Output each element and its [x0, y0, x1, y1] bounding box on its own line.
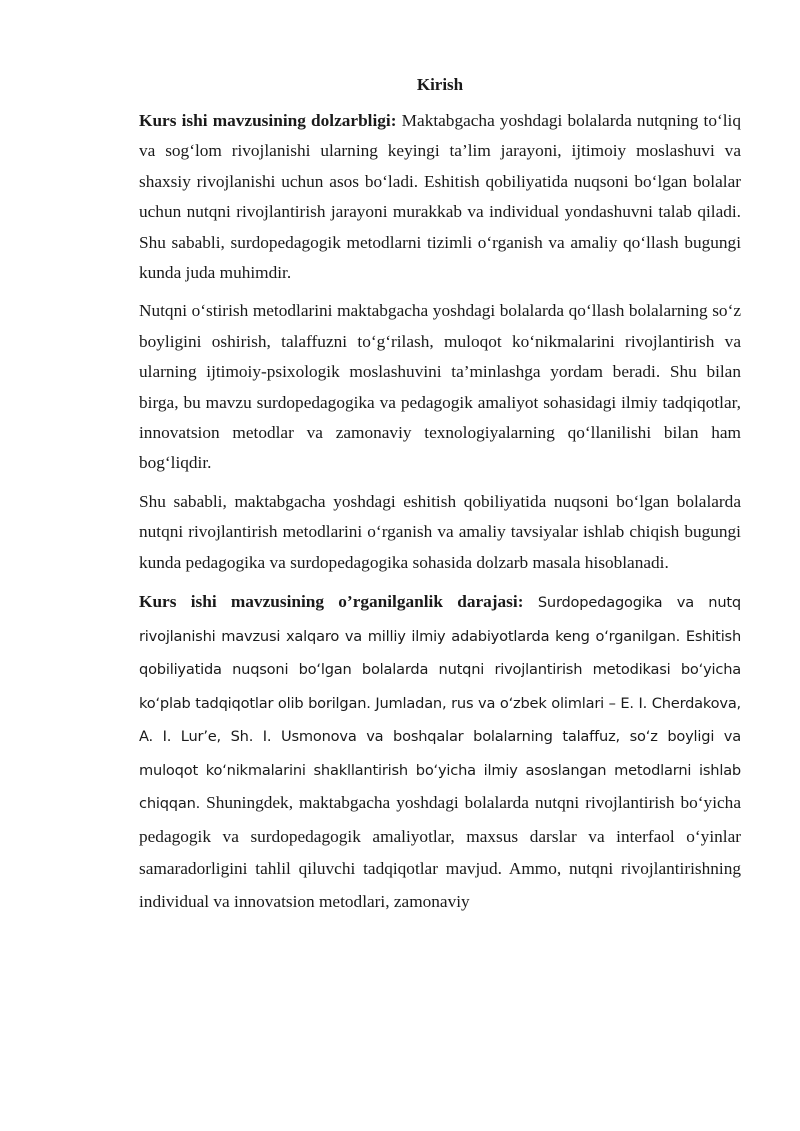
paragraph-text-serif: Shuningdek, maktabgacha yoshdagi bolalarda nutqni rivojlantirish bo‘yicha pedagogik va surdopedagogik amaliyotlar, maxsus darslar va interfaol o‘yinlar samaradorligini tahlil qiluvchi tadqiqotlar mavjud. Ammo, nutqni rivojlantirishning individual va innovatsion metodlari, zamonaviy [139, 793, 741, 911]
paragraph-text: Shu sababli, maktabgacha yoshdagi eshitish qobiliyatida nuqsoni bo‘lgan bolalarda nutqni rivojlantirish metodlarini o‘rganish va amaliy tavsiyalar ishlab chiqish bugungi kunda pedagogika va surdopedagogika sohasida dolzarb masala hisoblanadi. [139, 491, 741, 572]
paragraph-methods [139, 296, 741, 478]
paragraph-conclusion [139, 487, 741, 578]
paragraph-text-sans: Surdopedagogika va nutq rivojlanishi mavzusi xalqaro va milliy ilmiy adabiyotlarda keng o‘rganilgan. Eshitish qobiliyatida nuqsoni bo‘lgan bolalarda nutqni rivojlantirish metodikasi bo‘yicha ko‘plab tadqiqotlar olib borilgan. Jumladan, rus va o‘zbek olimlari – E. I. Cherdakova, A. I. Lur’e, Sh. I. Usmonova va boshqalar bolalarning talaffuz, so‘z boyligi va muloqot ko‘nikmalarini shakllantirish bo‘yicha ilmiy asoslangan metodlarni ishlab chiqqan. [139, 594, 741, 813]
paragraph-text: Maktabgacha yoshdagi bolalarda nutqning to‘liq va sog‘lom rivojlanishi ularning keyingi ta’lim jarayoni, ijtimoiy moslashuvi va shaxsiy rivojlanishi uchun asos bo‘ladi. Eshitish qobiliyatida nuqsoni bo‘lgan bolalar uchun nutqni rivojlantirish jarayoni murakkab va individual yondashuvni talab qiladi. Shu sababli, surdopedagogik metodlarni tizimli o‘rganish va amaliy qo‘llash bugungi kunda juda muhimdir. [139, 111, 741, 283]
page-title: Kirish [416, 75, 464, 94]
paragraph-relevance [139, 106, 741, 288]
paragraph-lead: Kurs ishi mavzusining o’rganilganlik darajasi: [139, 592, 524, 612]
paragraph-study-level [139, 586, 741, 918]
paragraph-text: Nutqni o‘stirish metodlarini maktabgacha yoshdagi bolalarda qo‘llash bolalarning so‘z boyligini oshirish, talaffuzni to‘g‘rilash, muloqot ko‘nikmalarini rivojlantirish va ularning ijtimoiy-psixologik moslashuvini ta’minlashga yordam beradi. Shu bilan birga, bu mavzu surdopedagogika va pedagogik amaliyot sohasidagi ilmiy tadqiqotlar, innovatsion metodlar va zamonaviy texnologiyalarning qo‘llanilishi bilan ham bog‘liqdir. [139, 301, 741, 473]
paragraph-lead: Kurs ishi mavzusining dolzarbligi: [139, 111, 397, 130]
